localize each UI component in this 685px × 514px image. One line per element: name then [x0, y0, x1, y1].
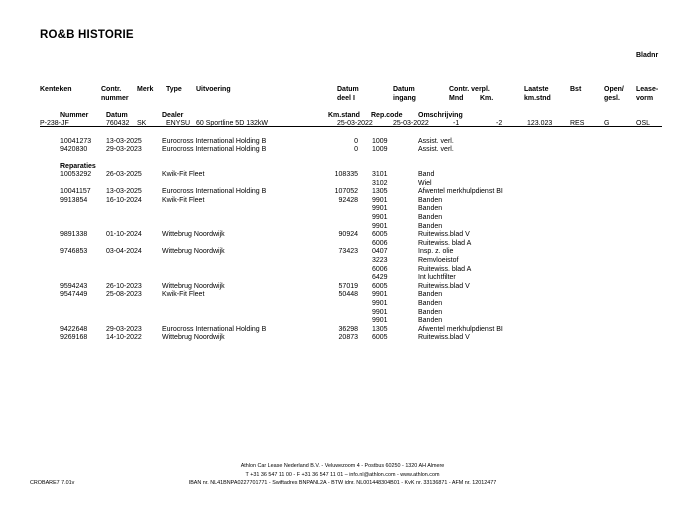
row-repcode: 9901 — [372, 214, 388, 221]
row-kmstand: 36298 — [338, 325, 358, 333]
row-datum: 29-03-2023 — [106, 146, 142, 154]
row-repcode: 9901 — [372, 196, 388, 204]
row-repcode: 9901 — [372, 291, 388, 299]
vehicle-mnd: -1 — [453, 120, 460, 127]
row-nummer: 10053292 — [60, 171, 92, 178]
bladnr-label: Bladnr — [636, 52, 659, 59]
row-repcode: 9901 — [372, 300, 388, 307]
row-repcode: 6006 — [372, 239, 388, 247]
row-kmstand: 57019 — [338, 282, 358, 290]
row-datum: 03-04-2024 — [106, 248, 142, 256]
row-nummer: 9547449 — [60, 291, 88, 299]
row-repcode: 9901 — [372, 317, 388, 325]
vehicle-uitvoering: 60 Sportline 5D 132kW — [196, 120, 268, 127]
row-omschrijving: Remvloeistof — [418, 257, 459, 264]
row-omschrijving: Banden — [418, 214, 443, 221]
row-repcode: 0407 — [372, 248, 388, 256]
row-omschrijving: Assist. verl. — [418, 146, 454, 154]
header-contr: Contr. nummer — [101, 86, 129, 102]
header-dealer: Dealer — [162, 112, 184, 119]
row-kmstand: 107052 — [334, 188, 358, 196]
header-repcode: Rep.code — [371, 112, 403, 119]
row-datum: 25-08-2023 — [106, 291, 142, 299]
row-omschrijving: Afwentel merkhulpdienst BI — [418, 325, 503, 333]
row-omschrijving: Band — [418, 171, 435, 178]
row-omschrijving: Wiel — [418, 179, 432, 187]
vehicle-datum-deel: 25-03-2022 — [337, 120, 373, 127]
row-nummer: 9422648 — [60, 325, 88, 333]
row-omschrijving: Banden — [418, 308, 443, 316]
row-datum: 26-03-2025 — [106, 171, 142, 178]
row-dealer: Kwik-Fit Fleet — [162, 171, 205, 178]
header-laatste-kmstnd: Laatste km.stnd — [524, 86, 551, 102]
vehicle-lease: OSL — [636, 120, 651, 127]
footer-bank: IBAN nr. NL41BNPA0227701771 - Swiftadres BNPANL2A - BTW idnr. NL001448304B01 - KvK nr. 33136871 - AFM nr. 12012477 — [188, 480, 497, 486]
row-repcode: 9901 — [372, 205, 388, 213]
page-title: RO&B HISTORIE — [40, 29, 134, 41]
reparaties-label: Reparaties — [60, 163, 96, 170]
row-repcode: 6006 — [372, 265, 388, 273]
vehicle-km: -2 — [496, 120, 503, 127]
header-omschrijving: Omschrijving — [418, 112, 463, 119]
row-nummer: 9269168 — [60, 334, 88, 342]
header-uitvoering: Uitvoering — [196, 86, 231, 93]
row-omschrijving: Assist. verl. — [418, 137, 454, 145]
row-omschrijving: Insp. z. olie — [418, 248, 454, 256]
row-kmstand: 20873 — [338, 334, 358, 342]
row-dealer: Kwik-Fit Fleet — [162, 291, 205, 299]
header-datum: Datum — [106, 112, 128, 119]
row-repcode: 9901 — [372, 222, 388, 230]
header-kenteken: Kenteken — [40, 86, 72, 93]
row-nummer: 9891338 — [60, 231, 88, 239]
row-omschrijving: Ruitewiss.blad V — [418, 334, 470, 342]
header-datum-ingang: Datum ingang — [393, 86, 416, 102]
footer-contact: T +31 36 547 11 00 - F +31 36 547 11 01 – info.nl@athlon.com - www.athlon.com — [245, 472, 440, 478]
row-repcode: 6005 — [372, 231, 388, 239]
row-repcode: 3102 — [372, 179, 388, 187]
row-repcode: 9901 — [372, 308, 388, 316]
row-dealer: Wittebrug Noordwijk — [162, 231, 225, 239]
row-dealer: Eurocross International Holding B — [162, 325, 267, 333]
header-bst: Bst — [570, 86, 582, 93]
vehicle-type: ENYSU — [166, 120, 191, 127]
row-kmstand: 50448 — [338, 291, 358, 299]
row-nummer: 9913854 — [60, 196, 88, 204]
row-repcode: 6005 — [372, 282, 388, 290]
row-omschrijving: Banden — [418, 300, 443, 307]
row-omschrijving: Int luchtfilter — [418, 274, 456, 282]
vehicle-datum-ingang: 25-03-2022 — [393, 120, 429, 127]
row-repcode: 1305 — [372, 188, 388, 196]
row-datum: 14-10-2022 — [106, 334, 142, 342]
row-kmstand: 0 — [354, 146, 358, 154]
row-kmstand: 108335 — [334, 171, 358, 178]
row-repcode: 1009 — [372, 146, 388, 154]
header-contr-verpl: Contr. verpl. Mnd — [449, 86, 490, 102]
row-omschrijving: Afwentel merkhulpdienst BI — [418, 188, 503, 196]
header-type: Type — [166, 86, 182, 93]
row-kmstand: 0 — [354, 137, 358, 145]
row-omschrijving: Ruitewiss. blad A — [418, 239, 472, 247]
vehicle-contr: 760432 — [106, 120, 130, 127]
header-km: Km. — [480, 95, 494, 102]
row-omschrijving: Banden — [418, 222, 443, 230]
header-datum-deel: Datum deel I — [337, 86, 359, 102]
row-repcode: 6005 — [372, 334, 388, 342]
row-kmstand: 73423 — [338, 248, 358, 256]
row-dealer: Wittebrug Noordwijk — [162, 248, 225, 256]
row-dealer: Eurocross International Holding B — [162, 137, 267, 145]
row-kmstand: 92428 — [338, 196, 358, 204]
vehicle-open: G — [604, 120, 610, 127]
row-omschrijving: Banden — [418, 205, 443, 213]
row-datum: 13-03-2025 — [106, 188, 142, 196]
row-datum: 26-10-2023 — [106, 282, 142, 290]
footer-address: Athlon Car Lease Nederland B.V. - Veluwezoom 4 - Postbus 60250 - 1320 AH Almere — [240, 463, 445, 469]
row-dealer: Eurocross International Holding B — [162, 146, 267, 154]
row-repcode: 3223 — [372, 257, 388, 264]
vehicle-kenteken: P-238-JF — [40, 120, 69, 127]
row-datum: 13-03-2025 — [106, 137, 142, 145]
vehicle-bst: RES — [570, 120, 585, 127]
header-nummer: Nummer — [60, 112, 89, 119]
row-omschrijving: Ruitewiss.blad V — [418, 231, 470, 239]
row-kmstand: 90924 — [338, 231, 358, 239]
row-omschrijving: Banden — [418, 291, 443, 299]
row-repcode: 3101 — [372, 171, 388, 178]
header-kmstand: Km.stand — [328, 112, 360, 119]
document-code: CROBARE7 7.01v — [30, 480, 75, 486]
row-dealer: Wittebrug Noordwijk — [162, 282, 225, 290]
row-repcode: 6429 — [372, 274, 388, 282]
vehicle-merk: SK — [137, 120, 147, 127]
row-omschrijving: Ruitewiss.blad V — [418, 282, 470, 290]
row-omschrijving: Ruitewiss. blad A — [418, 265, 472, 273]
row-datum: 29-03-2023 — [106, 325, 142, 333]
row-dealer: Wittebrug Noordwijk — [162, 334, 225, 342]
row-datum: 01-10-2024 — [106, 231, 142, 239]
row-nummer: 9420830 — [60, 146, 88, 154]
row-nummer: 10041157 — [60, 188, 91, 196]
header-merk: Merk — [137, 86, 154, 93]
row-omschrijving: Banden — [418, 317, 443, 325]
row-repcode: 1305 — [372, 325, 388, 333]
row-dealer: Eurocross International Holding B — [162, 188, 267, 196]
row-datum: 16-10-2024 — [106, 196, 142, 204]
header-leasevorm: Lease- vorm — [636, 86, 659, 102]
row-repcode: 1009 — [372, 137, 388, 145]
row-nummer: 9746853 — [60, 248, 88, 256]
row-nummer: 9594243 — [60, 282, 88, 290]
row-nummer: 10041273 — [60, 137, 92, 145]
header-open-gesl: Open/ gesl. — [604, 86, 624, 102]
vehicle-laatste: 123.023 — [527, 120, 553, 127]
row-dealer: Kwik-Fit Fleet — [162, 196, 205, 204]
row-omschrijving: Banden — [418, 196, 443, 204]
